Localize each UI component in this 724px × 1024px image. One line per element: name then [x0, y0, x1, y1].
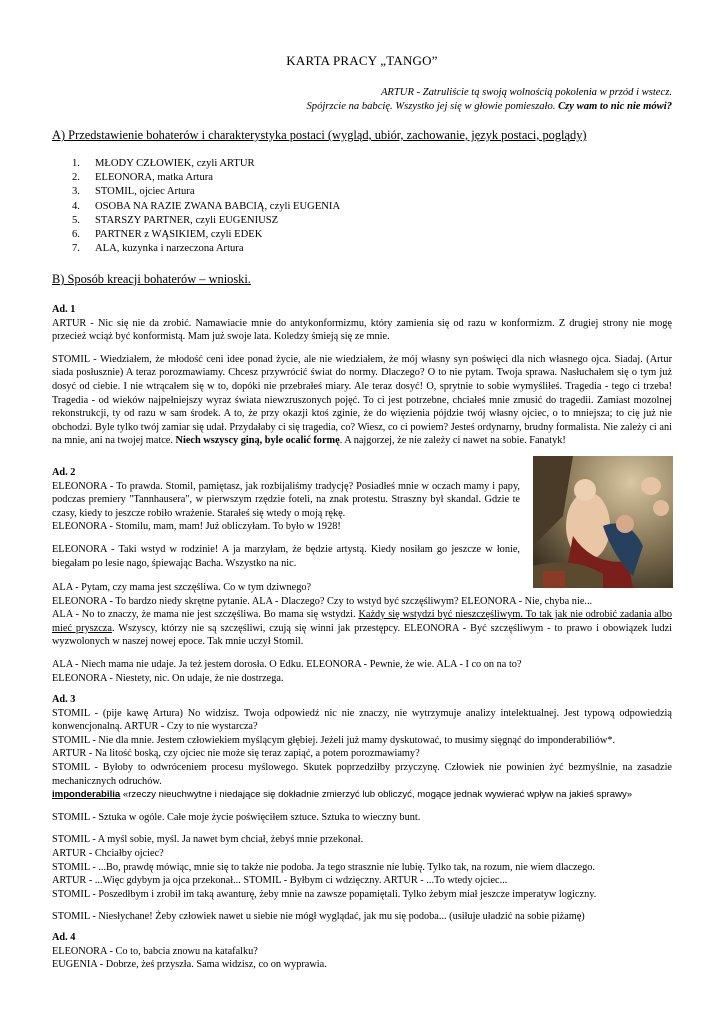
ad3-line-9: STOMIL - Poszedłbym i zrobił im taką awanturę, żeby mnie na zawsze popamiętali. Tylko żebym miał jeszcze imperatyw logiczny. — [52, 888, 597, 900]
ad3-definition: imponderabilia «rzeczy nieuchwytne i niedające się dokładnie zmierzyć lub obliczyć, mogące jednak wywierać wpływ na jakieś sprawy» — [52, 789, 633, 801]
ad1-paragraph-1: ARTUR - Nic się nie da zrobić. Namawiacie mnie do antykonformizmu, który zamienia się od razu w konformizm. Z drugiej strony nie mogę przecież wciąż być konformistą. Mam już swoje lata. Koledzy śmieją się ze mnie. — [52, 317, 672, 343]
ad2-heading: Ad. 2 — [52, 467, 76, 478]
ad2-line-eleonora-2: ELEONORA - Niestety, nic. On udaje, że nie dostrzega. — [52, 672, 284, 684]
ad2-line-eleonora-1: ELEONORA - To bardzo niedy skrętne pytanie. ALA - Dlaczego? Czy to wstyd być szczęśliwym? ELEONORA - Nie, chyba nie... — [52, 595, 593, 607]
ad3-heading: Ad. 3 — [52, 694, 76, 705]
ad3-line-1: STOMIL - (pije kawę Artura) No widzisz. Twoja odpowiedź nic nie znaczy, nie wytrzymuje analizy intelektualnej. Jest typową odpowiedzią konwencjonalną. ARTUR - Czy to nie wystarcza? — [52, 707, 672, 733]
motto-line-2 — [307, 100, 673, 114]
section-b-heading: B) Sposób kreacji bohaterów – wnioski. — [52, 272, 251, 286]
section-a-heading: A) Przedstawienie bohaterów i charakterystyka postaci (wygląd, ubiór, zachowanie, język postaci, poglądy) — [52, 128, 587, 142]
ad3-paragraph-4: STOMIL - Niesłychane! Żeby człowiek nawet u siebie nie mógł wyglądać, jak mu się podoba... (usiłuje uładzić na sobie piżamę) — [52, 911, 585, 923]
ad4-block — [52, 931, 672, 972]
ad1-bold-phrase: Niech wszyscy giną, byle ocalić formę — [175, 435, 340, 447]
motto-line-2-text: Spójrzcie na babcię. Wszystko jej się w głowie pomieszało. — [306, 101, 556, 112]
motto-line-1: ARTUR - Zatruliście tą swoją wolnością pokolenia w przód i wstecz. — [380, 87, 672, 98]
ad3-line-3: ARTUR - Na litość boską, czy ojciec nie może się teraz zapiąć, a potem porozmawiamy? — [52, 748, 420, 760]
motto-quote — [307, 86, 673, 114]
list-item: 3. STOMIL, ojciec Artura — [72, 186, 195, 198]
list-item: 2. ELEONORA, matka Artura — [72, 172, 213, 184]
ad3-line-8: ARTUR - ...Więc gdybym ja ojca przekonał... STOMIL - Byłbym ci wdzięczny. ARTUR - ...To wtedy ojciec... — [52, 875, 508, 887]
ad3-line-7: STOMIL - ...Bo, prawdę mówiąc, mnie się to także nie podoba. Ja tego strasznie nie lubię. Tylko tak, na rozum, nie wiem dlaczego. — [52, 861, 595, 873]
ad2-paragraph-2: ELEONORA - Taki wstyd w rodzinie! A ja marzyłam, że będzie artystą. Kiedy nosiłam go jeszcze w łonie, biegałam po lesie nago, śpiewając Bacha. Wszystko na nic. — [52, 543, 520, 569]
ad3-line-6: ARTUR - Chciałby ojciec? — [52, 847, 164, 859]
ad2-block — [52, 466, 520, 579]
ad3-paragraph-2: STOMIL - Sztuka w ogóle. Całe moje życie poświęciłem sztuce. Sztuka to wieczny bunt. — [52, 811, 421, 823]
ad2-paragraph-1b: ELEONORA - Stomilu, mam, mam! Już obliczyłam. To było w 1928! — [52, 521, 341, 533]
ad4-line-1: ELEONORA - Co to, babcia znowu na katafalku? — [52, 945, 258, 957]
ad1-block — [52, 303, 672, 457]
definition-term: imponderabilia — [52, 789, 121, 801]
ad3-block — [52, 693, 672, 933]
ad2-underlined-phrase: Każdy się wstydzi być nieszczęśliwym. To tak jak nie odrobić zadania albo mieć pryszcza — [52, 609, 673, 634]
ad2-line-ala-3: ALA - Niech mama nie udaje. Ja też jestem dorosła. O Edku. ELEONORA - Pewnie, że wie. ALA - I co on na to? — [52, 658, 522, 670]
character-list — [72, 157, 340, 256]
ad2-line-ala-1: ALA - Pytam, czy mama jest szczęśliwa. Co w tym dziwnego? — [52, 582, 312, 593]
ad1-paragraph-2: STOMIL - Wiedziałem, że młodość ceni idee ponad życie, ale nie wiedziałem, że mój własny syn poświęci dla nich własnego ojca. Siadaj. (Artur siada posłusznie) A teraz porozmawiamy. Chcesz przywrócić świat do normy. Dlaczego? O to nie pytam. Twoja sprawa. Nasłuchałem się o tym już dosyć od ciebie. I nie wtrącałem się w to, dopóki nie przebrałeś miary. Ale teraz dosyć! O, sprytnie to sobie wymyśliłeś. Tragedia - tego ci trzeba! Tragedia - od wieków najpełniejszy wyraz świata niewzruszonych pojęć. To ci jest potrzebne, chciałeś mnie zmusić do tragedii. Zamiast mozolnej rekonstrukcji, ty od razu w sam środek. A to, że przy okazji ktoś zginie, że do więzienia pójdzie twój własny ojciec, o to mniejsza; to cię już nie obchodzi. Byle tylko twój zamiar się udał. Przydałaby ci się tragedia, co? Wiesz, co ci powiem? Jesteś ordynarny, brudny formalista. Nie zależy ci ani na mnie, ani na twojej matce. Niech wszyscy giną, byle ocalić formę. A najgorzej, że nie zależy ci nawet na sobie. Fanatyk! — [52, 353, 672, 447]
ad2-dialogue — [52, 581, 672, 694]
list-item: 6. PARTNER z WĄSIKIEM, czyli EDEK — [72, 229, 263, 241]
page-title: KARTA PRACY „TANGO” — [286, 53, 438, 68]
ad2-paragraph-1: ELEONORA - To prawda. Stomil, pamiętasz, jak rozbijaliśmy tradycję? Posiadłeś mnie w oczach mamy i papy, podczas premiery "Tannhausera", w pierwszym rzędzie foteli, na znak protestu. Straszny był skandal. Gdzie te czasy, kiedy to jeszcze robiło wrażenie. Starałeś się wtedy o moją rękę. — [52, 480, 520, 519]
ad3-line-4: STOMIL - Byłoby to odwróceniem procesu myślowego. Skutek poprzedziłby przyczynę. Człowiek nie powinien żyć bezmyślnie, na zasadzie mechanicznych odruchów. — [52, 761, 672, 787]
ad3-line-2: STOMIL - Nie dla mnie. Jestem człowiekiem myślącym głębiej. Jeżeli już mamy dyskutować, to musimy sięgnąć do imponderabiliów*. — [52, 734, 616, 746]
ad2-line-ala-2: ALA - No to znaczy, że mama nie jest szczęśliwa. Bo mama się wstydzi. Każdy się wstydzi być nieszczęśliwym. To tak jak nie odrobić zadania albo mieć pryszcza. Wszyscy, którzy nie są szczęśliwi, czują się winni jak przestępcy. ELEONORA - Być szczęśliwym - to prawo i obowiązek ludzi wyzwolonych w naszej nowej epoce. Tak mnie uczył Stomil. — [52, 609, 673, 648]
list-item: 4. OSOBA NA RAZIE ZWANA BABCIĄ, czyli EUGENIA — [72, 200, 341, 212]
ad1-heading: Ad. 1 — [52, 304, 76, 315]
ad3-line-5: STOMIL - A myśl sobie, myśl. Ja nawet bym chciał, żebyś mnie przekonał. — [52, 834, 364, 846]
motto-line-2-bold: Czy wam to nic nie mówi? — [558, 101, 672, 112]
list-item: 5. STARSZY PARTNER, czyli EUGENIUSZ — [72, 214, 279, 226]
baroque-painting-image — [533, 456, 673, 588]
list-item: 1. MŁODY CZŁOWIEK, czyli ARTUR — [72, 158, 255, 169]
ad4-heading: Ad. 4 — [52, 932, 76, 943]
ad4-line-2: EUGENIA - Dobrze, żeś przyszła. Sama widzisz, co on wyprawia. — [52, 959, 327, 971]
list-item: 7. ALA, kuzynka i narzeczona Artura — [72, 243, 244, 255]
